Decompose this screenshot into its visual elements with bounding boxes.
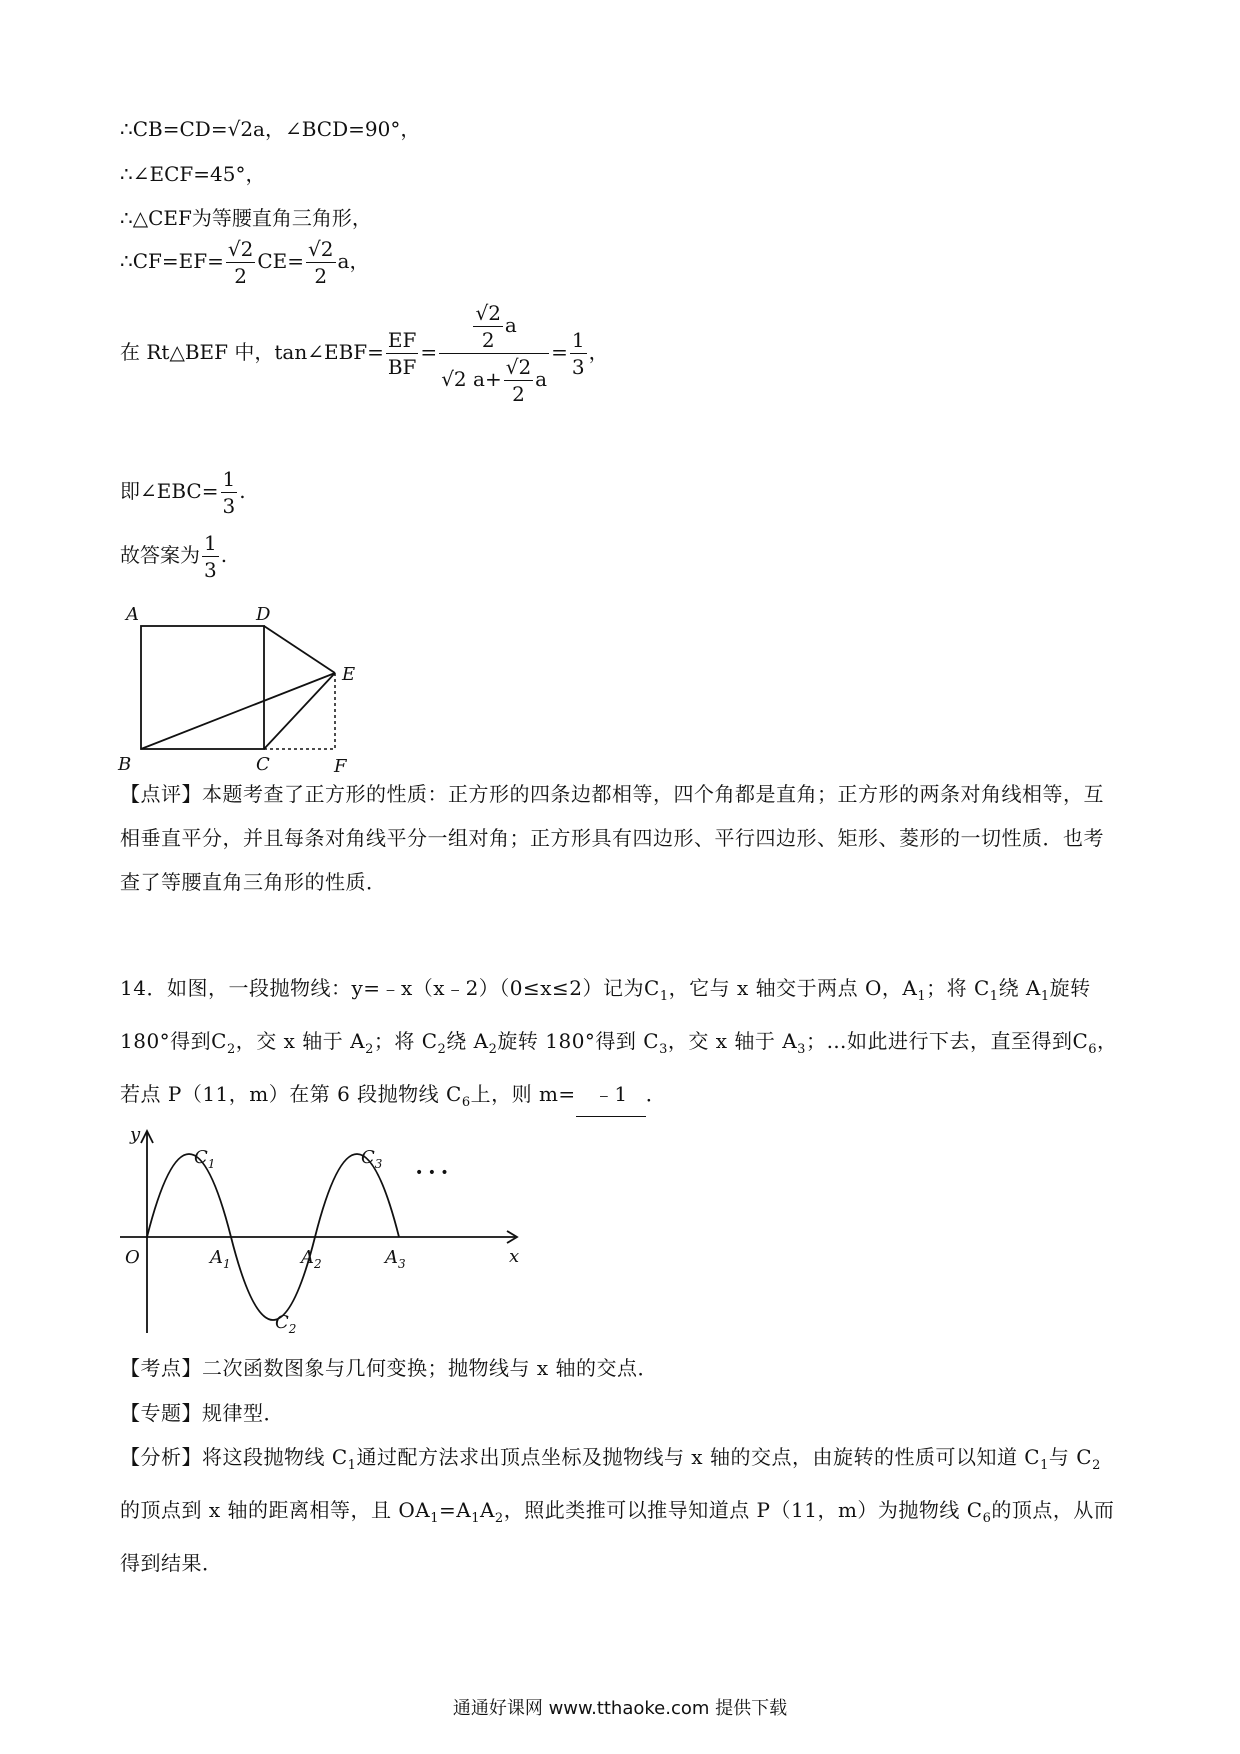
- text: ，: [588, 340, 609, 364]
- compound-fraction: [439, 300, 549, 407]
- denominator: 3: [204, 558, 217, 582]
- text: 即∠EBC=: [120, 479, 219, 503]
- text: ，交 x 轴于 A: [667, 1029, 798, 1053]
- solution-line-5: [120, 300, 609, 407]
- text: a，: [337, 249, 370, 273]
- solution-line-2: ∴∠ECF=45°，: [120, 162, 266, 186]
- denominator: 3: [571, 355, 585, 379]
- comment-tag: 【点评】: [120, 782, 202, 806]
- text: 将这段抛物线 C: [202, 1445, 348, 1469]
- text: 绕 A: [998, 976, 1041, 1000]
- text: 二次函数图象与几何变换；抛物线与 x 轴的交点．: [202, 1356, 658, 1380]
- numerator: 1: [571, 328, 585, 352]
- zhuanti: [120, 1391, 1120, 1435]
- denominator: BF: [387, 355, 417, 379]
- text: 与 C: [1048, 1445, 1093, 1469]
- text: 故答案为: [120, 543, 200, 567]
- text: ，交 x 轴于 A: [235, 1029, 366, 1053]
- text: ；…如此进行下去，直至得到C: [805, 1029, 1089, 1053]
- subscript: 2: [226, 1042, 236, 1057]
- subscript: 1: [1040, 989, 1050, 1004]
- comment-text: 本题考查了正方形的性质：正方形的四条边都相等，四个角都是直角；正方形的两条对角线相等，互相垂直平分，并且每条对角线平分一组对角；正方形具有四边形、平行四边形、矩形、菱形的一切性质．也考查了等腰直角三角形的性质．: [120, 782, 1104, 894]
- fraction: [570, 327, 587, 380]
- label-a2: $A_2$: [301, 1247, 322, 1271]
- text: ，它与 x 轴交于两点 O，A: [668, 976, 918, 1000]
- parabola-figure: [115, 1125, 525, 1340]
- fenxi: [120, 1435, 1120, 1585]
- subscript: 6: [982, 1511, 992, 1526]
- text: ；将 C: [926, 976, 990, 1000]
- text: √2 a+: [441, 367, 502, 391]
- tag: 【专题】: [120, 1401, 202, 1425]
- numerator: √2: [505, 355, 532, 379]
- text: 旋转 180°得到C: [120, 976, 1091, 1053]
- label-c1: $C_1$: [194, 1147, 216, 1171]
- text: .: [220, 543, 228, 567]
- tag: 【分析】: [120, 1445, 202, 1469]
- answer-blank: ﹣1: [576, 1072, 646, 1117]
- question-14: [120, 966, 1120, 1125]
- text: ；将 C: [373, 1029, 438, 1053]
- text: ∴CF=EF=: [120, 249, 224, 273]
- label-a: A: [126, 604, 139, 625]
- numerator: √2: [475, 301, 501, 325]
- denominator: 2: [234, 264, 247, 288]
- fraction-ef-bf: [386, 327, 418, 380]
- text: =: [420, 340, 438, 364]
- text: 14．如图，一段抛物线：y=﹣x（x﹣2）（0≤x≤2）记为C: [120, 976, 660, 1000]
- page-footer: 通通好课网 www.tthaoke.com 提供下载: [452, 1698, 788, 1719]
- text: ，照此类推可以推导知道点 P（11，m）为抛物线 C: [503, 1498, 983, 1522]
- subscript: 2: [494, 1511, 504, 1526]
- text: =A: [438, 1498, 472, 1522]
- comment-paragraph: [120, 772, 1120, 904]
- numerator: [439, 300, 549, 354]
- subscript: 1: [659, 989, 669, 1004]
- solution-line-6: [120, 466, 246, 519]
- text: a: [535, 367, 548, 391]
- text: 通过配方法求出顶点坐标及抛物线与 x 轴的交点，由旋转的性质可以知道 C: [356, 1445, 1041, 1469]
- subscript: 2: [488, 1042, 498, 1057]
- label-c3: $C_3$: [361, 1147, 383, 1171]
- subscript: 3: [797, 1042, 806, 1057]
- label-a3: $A_3$: [385, 1247, 406, 1271]
- subscript: 2: [365, 1042, 374, 1057]
- fraction: [221, 466, 238, 519]
- kaodian: [120, 1346, 1120, 1390]
- fraction: [504, 354, 533, 407]
- numerator: √2: [227, 237, 254, 261]
- denominator: 3: [222, 494, 236, 518]
- ellipsis: • • •: [415, 1165, 449, 1181]
- origin-label: O: [125, 1247, 140, 1268]
- denominator: 2: [512, 382, 525, 406]
- subscript: 6: [461, 1095, 471, 1110]
- label-b: B: [118, 754, 132, 775]
- text: ，若点 P（11，m）在第 6 段抛物线 C: [120, 1029, 1118, 1106]
- fraction: [473, 300, 502, 353]
- numerator: EF: [387, 328, 417, 352]
- subscript: 1: [917, 989, 927, 1004]
- text: 绕 A: [446, 1029, 489, 1053]
- tag: 【考点】: [120, 1356, 202, 1380]
- denominator: 2: [314, 264, 328, 288]
- text: A: [479, 1498, 495, 1522]
- label-d: D: [256, 604, 271, 625]
- numerator: 1: [222, 467, 236, 491]
- text: =: [551, 340, 568, 364]
- subscript: 1: [430, 1511, 439, 1526]
- label-f: F: [334, 756, 347, 775]
- solution-line-1: ∴CB=CD=√2a，∠BCD=90°，: [120, 117, 421, 141]
- text: 旋转 180°得到 C: [497, 1029, 660, 1053]
- subscript: 2: [1092, 1458, 1101, 1473]
- numerator: 1: [204, 531, 217, 555]
- denominator: [439, 354, 549, 407]
- y-axis-label: y: [130, 1125, 141, 1145]
- solution-line-4: [120, 236, 369, 289]
- text: 在 Rt△BEF 中，tan∠EBF=: [120, 340, 384, 364]
- subscript: 1: [989, 989, 999, 1004]
- subscript: 2: [437, 1042, 447, 1057]
- subscript: 1: [1040, 1458, 1049, 1473]
- solution-line-3: ∴△CEF为等腰直角三角形，: [120, 206, 372, 230]
- text: 的顶点到 x 轴的距离相等，且 OA: [120, 1498, 431, 1522]
- text: a: [504, 313, 517, 337]
- fraction: [202, 530, 219, 583]
- label-a1: $A_1$: [210, 1247, 231, 1271]
- label-c: C: [256, 754, 270, 775]
- text: .: [239, 479, 246, 503]
- text: 规律型．: [202, 1401, 284, 1425]
- numerator: √2: [308, 237, 334, 261]
- subscript: 3: [659, 1042, 668, 1057]
- label-c2: $C_2$: [275, 1312, 297, 1336]
- text: CE=: [257, 249, 305, 273]
- solution-line-7: [120, 530, 227, 583]
- text: 上，则 m=: [470, 1082, 576, 1106]
- square-figure: [110, 600, 370, 775]
- fraction: [306, 236, 335, 289]
- fraction: [226, 236, 255, 289]
- subscript: 1: [347, 1458, 357, 1473]
- text: ．: [645, 1082, 667, 1106]
- denominator: 2: [481, 328, 495, 352]
- subscript: 6: [1088, 1042, 1098, 1057]
- x-axis-label: x: [509, 1246, 520, 1267]
- label-e: E: [342, 664, 356, 685]
- text: 的顶点，从而得到结果．: [120, 1498, 1115, 1575]
- subscript: 1: [471, 1511, 480, 1526]
